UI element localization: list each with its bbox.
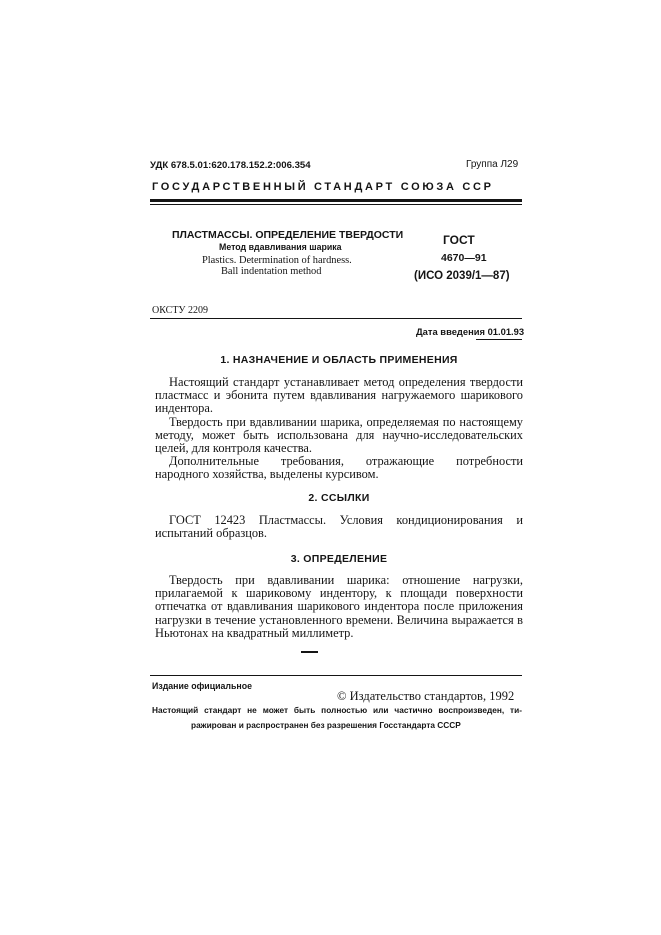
section-1-heading: 1. НАЗНАЧЕНИЕ И ОБЛАСТЬ ПРИМЕНЕНИЯ — [220, 354, 458, 366]
udk-code: УДК 678.5.01:620.178.152.2:006.354 — [150, 160, 311, 171]
title-ru-main: ПЛАСТМАССЫ. ОПРЕДЕЛЕНИЕ ТВЕРДОСТИ — [172, 229, 404, 241]
introduction-date: Дата введения 01.01.93 — [416, 326, 525, 337]
section-2-heading: 2. ССЫЛКИ — [308, 492, 370, 504]
section-1-paragraph-2: Твердость при вдавливании шарика, определяемая по настоящему методу, может быть использована для научно-исследовательских целей, для контроля качества. — [155, 414, 523, 456]
official-edition: Издание официальное — [152, 681, 252, 691]
section-1-body — [155, 376, 523, 482]
title-en-line2: Ball indentation method — [221, 266, 322, 277]
okstu-code: ОКСТУ 2209 — [152, 305, 209, 316]
title-ru-sub: Метод вдавливания шарика — [219, 242, 342, 252]
state-standard-heading: ГОСУДАРСТВЕННЫЙ СТАНДАРТ СОЮЗА ССР — [152, 181, 494, 193]
title-en-line1: Plastics. Determination of hardness. — [202, 255, 352, 266]
section-1-paragraph-3: Дополнительные требования, отражающие потребности народного хозяйства, выделены курсивом. — [155, 454, 523, 482]
group-code: Группа Л29 — [466, 159, 519, 170]
copyright: © Издательство стандартов, 1992 — [337, 689, 515, 703]
footer-rule — [150, 675, 522, 676]
iso-number: (ИСО 2039/1—87) — [414, 270, 510, 282]
section-3-body — [155, 574, 523, 640]
header-thick-rule — [150, 199, 522, 202]
section-2-paragraph-1: ГОСТ 12423 Пластмассы. Условия кондиционирования и испытаний образцов. — [155, 513, 523, 541]
section-2-body — [155, 514, 523, 540]
section-1-paragraph-1: Настоящий стандарт устанавливает метод определения твердости пластмасс и эбонита путем вдавливания нагружаемого шарикового индентора. — [155, 375, 523, 416]
gost-label: ГОСТ — [443, 233, 475, 247]
date-underline — [476, 339, 522, 340]
section-3-paragraph-1: Твердость при вдавливании шарика: отношение нагрузки, прилагаемой к шариковому индентору, к площади поверхности отпечатка от вдавливания шарикового индентора после приложения нагрузки в течение установленного времени. Величина выражается в Ньютонах на квадратный миллиметр. — [155, 573, 523, 640]
header-thin-rule — [150, 204, 522, 205]
section-3-heading: 3. ОПРЕДЕЛЕНИЕ — [290, 553, 388, 565]
okstu-rule — [150, 318, 522, 319]
gost-number: 4670—91 — [441, 252, 487, 264]
end-dash — [301, 651, 318, 653]
notice-line-2: ражирован и распространен без разрешения Госстандарта СССР — [191, 720, 461, 730]
notice-line-1: Настоящий стандарт не может быть полностью или частично воспроизведен, ти- — [152, 705, 522, 715]
